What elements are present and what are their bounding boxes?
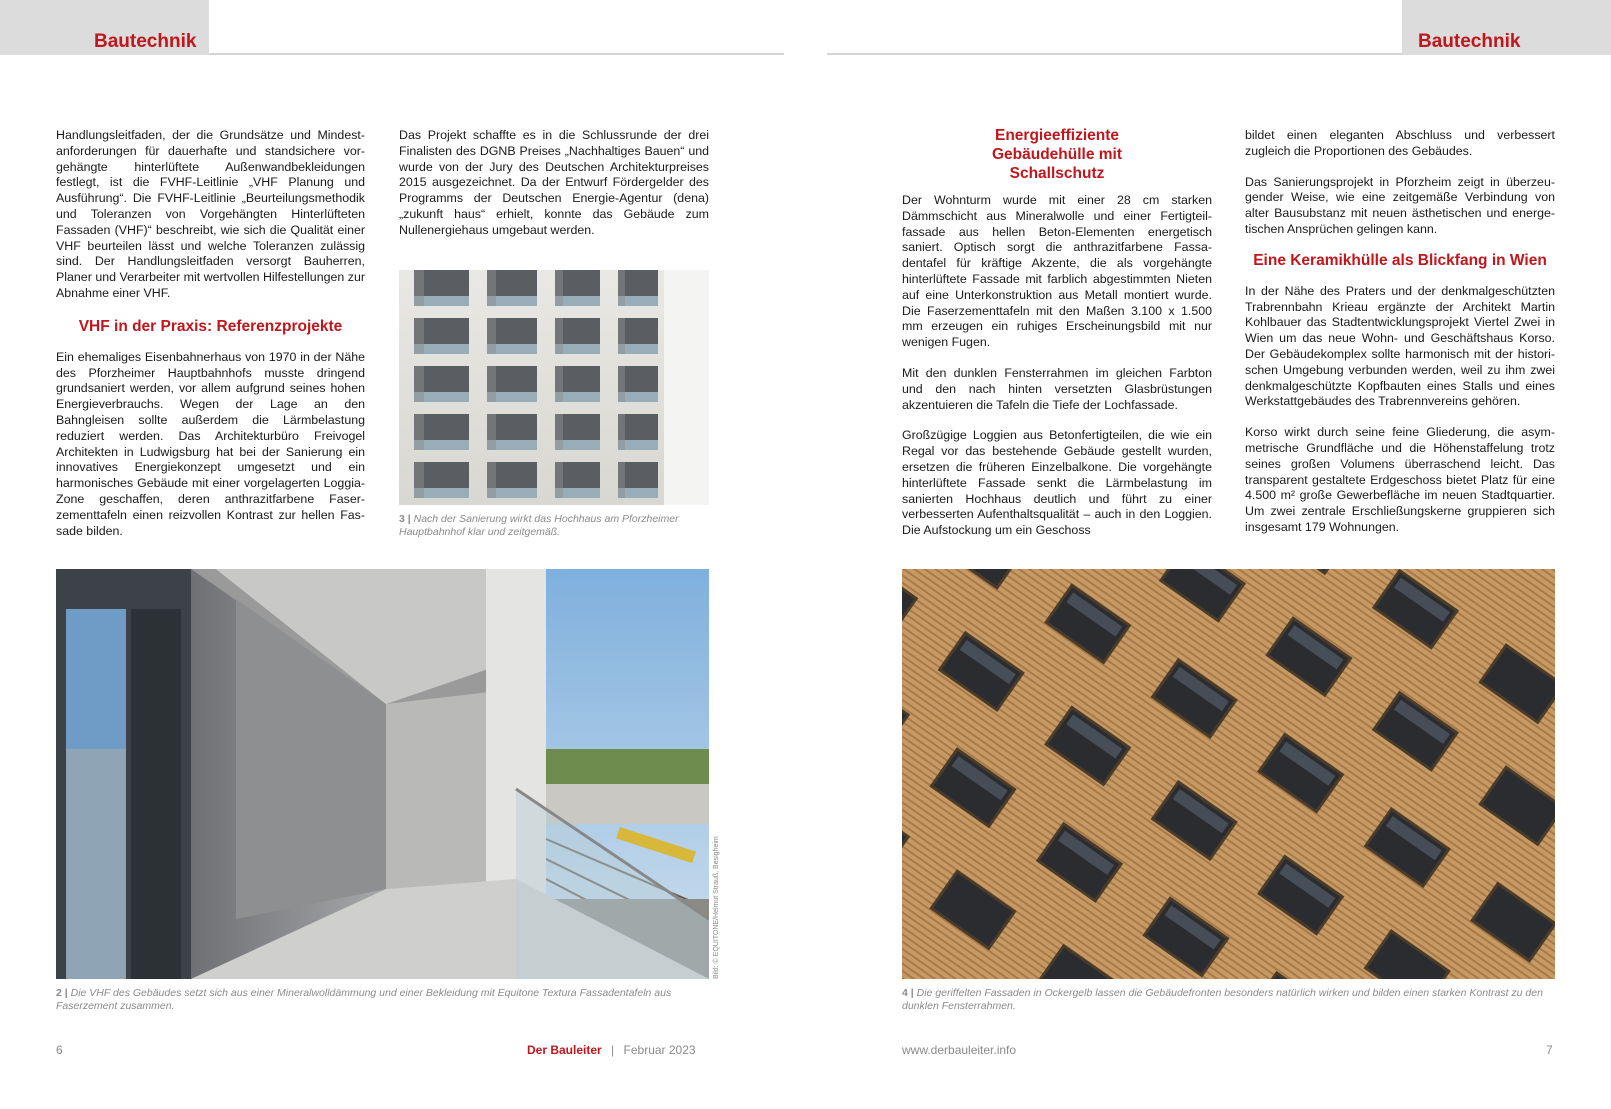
photo-caption-2 — [56, 987, 709, 1013]
left-column-2 — [399, 128, 709, 254]
footer-separator: | — [611, 1043, 615, 1057]
left-section-label: Bautechnik — [94, 31, 197, 52]
right-section-label: Bautechnik — [1418, 31, 1521, 52]
issue-date: Februar 2023 — [623, 1043, 696, 1057]
left-page-number: 6 — [56, 1043, 63, 1057]
photo-caption-3 — [399, 513, 709, 539]
body-paragraph: Großzügige Loggien aus Betonfertigteilen, die wie ein Regal vor das bestehende Gebäude gestellt wurden, ersetzen die früheren Einzelbalkone. Die vorgehängte hinterlüftete Fassade senkt die Lärmbelastung im sanierten Hochhaus deutlich und führt zu einer verbesserten Aufenthaltsqualität – auch in den Loggien. Die Aufstockung um ein Geschoss — [902, 428, 1212, 538]
photo-credit: Bild: © EQUITONE/Helmut Strauß, Besigheim — [713, 836, 720, 979]
caption-number: 3 | — [399, 513, 411, 525]
caption-text: Die geriffelten Fassaden in Ockergelb lassen die Gebäudefronten besonders natürlich wirken und bilden einen starken Kontrast zu den dunklen Fensterrahmen. — [902, 987, 1543, 1012]
body-paragraph: Korso wirkt durch seine feine Gliederung, die asymmetrische Grundfläche und die Höhenstaffelung trotz seines großen Volumens überraschend leicht. Das transparent gestaltete Erdgeschoss bietet Platz für eine 4.500 m² große Gewerbefläche im neuen Stadtquartier. Um zwei zentrale Erschließungskerne gruppieren sich insgesamt 179 Wohnungen. — [1245, 425, 1555, 534]
body-paragraph: Der Wohnturm wurde mit einer 28 cm starken Dämmschicht aus Mineralwolle und einer Fertigteilfassade aus hellen Beton-Elementen energetisch saniert. Optisch sorgt die anthrazitfarbene Fassadentafel für kräftige Akzente, die als vorgehängte hinterlüftete Fassade mit farblich abgestimmten Nieten auf eine Unterkonstruktion aus Metall montiert wurde. Die Faserzementtafeln mit den Maßen 3.100 x 1.500 mm erzeugen ein ruhiges Erscheinungsbild mit nur wenigen Fugen. — [902, 193, 1212, 350]
caption-text: Nach der Sanierung wirkt das Hochhaus am Pforzheimer Hauptbahnhof klar und zeitgemäß. — [399, 513, 679, 538]
footer-website-link[interactable]: www.derbauleiter.info — [902, 1043, 1017, 1057]
body-paragraph: Das Sanierungsprojekt in Pforzheim zeigt in überzeugender Weise, wie eine zeitgemäße Verbindung von alter Bausubstanz mit neuen ästhetischen und energetischen Ansprüchen gelingen kann. — [1245, 174, 1555, 236]
right-column-2 — [1245, 128, 1555, 551]
body-paragraph: Ein ehemaliges Eisenbahnerhaus von 1970 in der Nähe des Pforzheimer Hauptbahnhofs musste dringend grundsaniert werden, vor allem aufgrund seines hohen Energieverbrauchs. Wegen der Lage an den Bahngleisen sollte außerdem die Lärmbelastung reduziert werden. Das Architekturbüro Freivogel Architekten in Ludwigsburg hat bei der Sanierung ein innovatives Energiekonzept umgesetzt und ein harmonisches Gebäude mit einer vorgelagerten Loggia-Zone geschaffen, deren anthrazitfarbene Faserzementtafeln einen reizvollen Kontrast zur hellen Fassade bilden. — [56, 349, 365, 538]
section-heading: Energieeffiziente Gebäudehülle mit Schallschutz — [991, 127, 1123, 182]
right-page-number: 7 — [1546, 1043, 1553, 1057]
left-header-rule — [209, 53, 784, 55]
magazine-brand: Der Bauleiter — [527, 1043, 602, 1057]
caption-number: 2 | — [56, 987, 68, 999]
photo-caption-4 — [902, 987, 1555, 1013]
right-header-rule — [827, 53, 1402, 55]
section-heading: VHF in der Praxis: Referenzprojekte — [78, 317, 343, 335]
building-facade-photo — [399, 270, 709, 505]
section-heading: Eine Keramikhülle als Blickfang in Wien — [1253, 251, 1547, 269]
body-paragraph: bildet einen eleganten Abschluss und verbessert zugleich die Proportionen des Gebäudes. — [1245, 128, 1555, 158]
ceramic-facade-photo — [902, 569, 1555, 979]
left-footer-publication — [527, 1043, 696, 1057]
left-column-1 — [56, 128, 365, 554]
body-paragraph: Mit den dunklen Fensterrahmen im gleichen Farbton und den nach hinten versetzten Glasbrüstungen akzentuieren die Tafeln die Tiefe der Lochfassade. — [902, 365, 1212, 412]
caption-text: Die VHF des Gebäudes setzt sich aus einer Mineralwolldämmung und einer Bekleidung mit Equitone Textura Fassadentafeln aus Faserzement zusammen. — [56, 987, 672, 1012]
balcony-photo — [56, 569, 709, 979]
right-column-1 — [902, 126, 1212, 554]
body-paragraph: Das Projekt schaffte es in die Schlussrunde der drei Finalisten des DGNB Preises „Nachhaltiges Bauen“ und wurde von der Jury des Deutschen Architekturpreises 2015 ausgezeichnet. Da der Entwurf Fördergelder des Programms der Deutschen Energie-Agentur (dena) „zukunft haus“ erhielt, konnte das Gebäude zum Nullenergiehaus umgebaut werden. — [399, 128, 709, 237]
caption-number: 4 | — [902, 987, 914, 999]
body-paragraph: Handlungsleitfaden, der die Grundsätze und Mindestanforderungen für dauerhafte und standsichere vorgehängte hinterlüftete Außenwandbekleidungen festlegt, ist die FVHF-Leitlinie „VHF Planung und Ausführung“. Die FVHF-Leitlinie „Beurteilungsmethodik und Toleranzen von Vorgehängten Hinterlüfteten Fassaden (VHF)“ beschreibt, wie sich die Qualität einer VHF beurteilen lässt und welche Toleranzen zulässig sind. Der Handlungsleitfaden versorgt Bauherren, Planer und Verarbeiter mit wertvollen Hilfestellungen zur Abnahme einer VHF. — [56, 128, 365, 300]
body-paragraph: In der Nähe des Praters und der denkmalgeschützten Trabrennbahn Krieau ergänzte der Architekt Martin Kohlbauer das Stadtentwicklungsprojekt Viertel Zwei in Wien um das neue Wohn- und Geschäftshaus Korso. Der Gebäudekomplex sollte harmonisch mit der historischen Umgebung verbunden werden, weil zu ihm zwei denkmalgeschützte Kopfbauten eines Stalls und eines Werkstattgebäudes des Trabrennvereins gehören. — [1245, 283, 1555, 409]
